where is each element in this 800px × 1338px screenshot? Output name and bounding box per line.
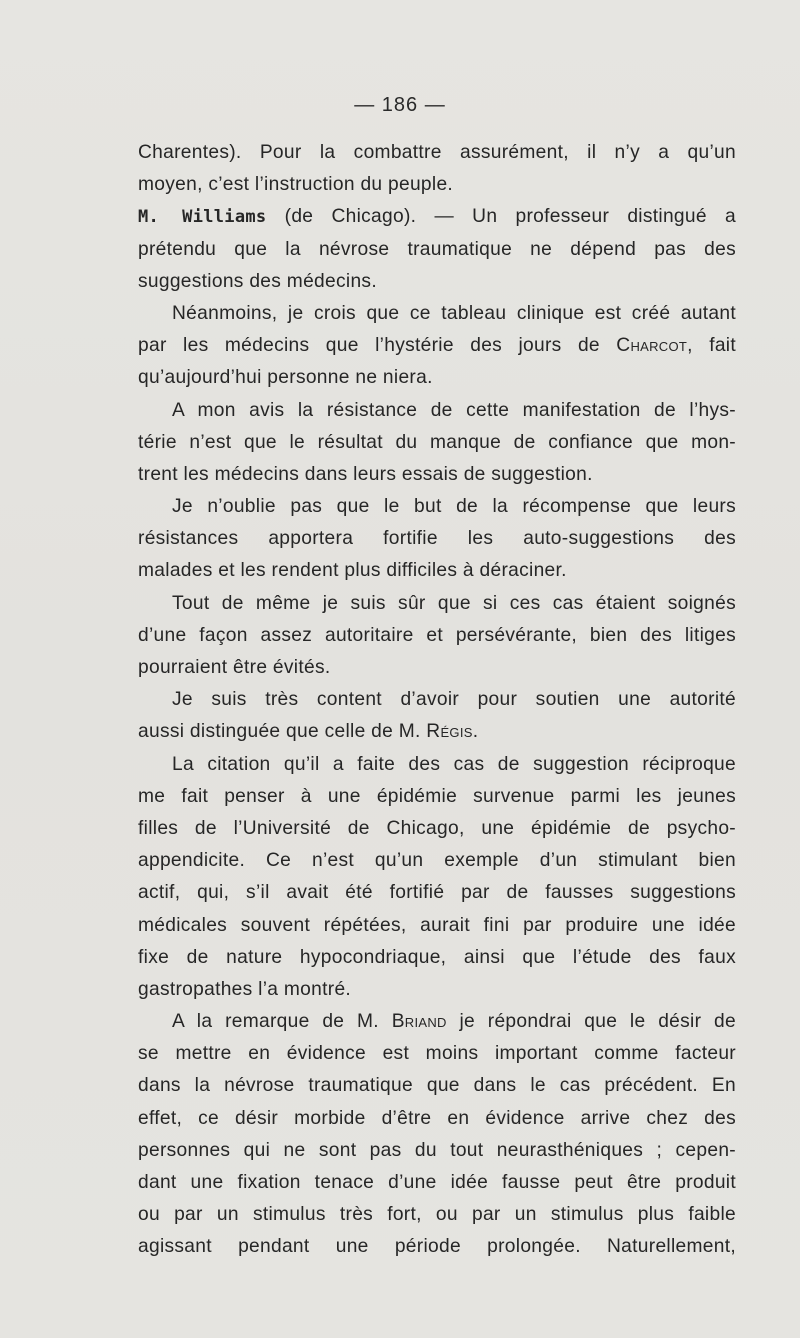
page-number: — 186 — bbox=[354, 94, 446, 116]
text-line: Néanmoins, je crois que ce tableau clinique est créé autant bbox=[172, 302, 736, 324]
text-line: malades et les rendent plus difficiles à déraciner. bbox=[138, 560, 567, 582]
text-line: se mettre en évidence est moins important comme facteur bbox=[138, 1043, 736, 1065]
text-line: Je n’oublie pas que le but de la récompense que leurs bbox=[172, 496, 736, 518]
text-line: personnes qui ne sont pas du tout neurasthéniques ; cepen- bbox=[138, 1139, 736, 1161]
text-line: Je suis très content d’avoir pour soutien une autorité bbox=[172, 689, 736, 711]
line-text: (de Chicago). — Un professeur distingué a bbox=[266, 206, 736, 228]
text-line bbox=[138, 716, 736, 748]
text-line: médicales souvent répétées, aurait fini par produire une idée bbox=[138, 914, 736, 936]
text-line: pourraient être évités. bbox=[138, 657, 331, 678]
text-line bbox=[138, 201, 736, 233]
text-line: suggestions des médecins. bbox=[138, 270, 377, 292]
text-line: actif, qui, s’il avait été fortifié par de fausses suggestions bbox=[138, 882, 736, 904]
speaker-name: M. Williams bbox=[138, 207, 267, 228]
text-line: agissant pendant une période prolongée. Naturellement, bbox=[138, 1236, 736, 1258]
text-line: térie n’est que le résultat du manque de confiance que mon- bbox=[138, 431, 736, 453]
line-text: aussi distinguée que celle de M. bbox=[138, 721, 427, 743]
text-line: résistances apportera fortifie les auto-suggestions des bbox=[138, 528, 736, 550]
line-text: par les médecins que l’hystérie des jours de bbox=[138, 335, 617, 357]
proper-name: Briand bbox=[391, 1011, 447, 1033]
text-line: moyen, c’est l’instruction du peuple. bbox=[138, 174, 454, 196]
text-line bbox=[138, 1006, 736, 1038]
line-text: , fait bbox=[687, 335, 736, 357]
text-line: effet, ce désir morbide d’être en évidence arrive chez des bbox=[138, 1107, 736, 1129]
line-text: A la remarque de M. bbox=[172, 1011, 392, 1033]
text-line: me fait penser à une épidémie survenue parmi les jeunes bbox=[138, 785, 736, 807]
text-line: appendicite. Ce n’est qu’un exemple d’un stimulant bien bbox=[138, 850, 736, 872]
text-line: trent les médecins dans leurs essais de suggestion. bbox=[138, 463, 593, 485]
text-line: A mon avis la résistance de cette manifestation de l’hys- bbox=[172, 399, 736, 421]
line-text: je répondrai que le désir de bbox=[446, 1011, 736, 1033]
line-text: . bbox=[472, 721, 479, 743]
text-line: qu’aujourd’hui personne ne niera. bbox=[138, 367, 433, 389]
text-line: La citation qu’il a faite des cas de suggestion réciproque bbox=[172, 753, 736, 775]
text-line: fixe de nature hypocondriaque, ainsi que l’étude des faux bbox=[138, 946, 736, 968]
proper-name: Charcot bbox=[616, 335, 688, 357]
text-line: Charentes). Pour la combattre assurément, il n’y a qu’un bbox=[138, 142, 736, 163]
text-line: ou par un stimulus très fort, ou par un stimulus plus faible bbox=[138, 1204, 736, 1226]
text-line: gastropathes l’a montré. bbox=[138, 978, 352, 1000]
text-line bbox=[138, 330, 736, 362]
text-line: Tout de même je suis sûr que si ces cas étaient soignés bbox=[172, 592, 736, 614]
text-line: dant une fixation tenace d’une idée fausse peut être produit bbox=[138, 1172, 736, 1193]
text-line: prétendu que la névrose traumatique ne dépend pas des bbox=[138, 238, 736, 260]
body-text bbox=[138, 137, 736, 1264]
text-line: filles de l’Université de Chicago, une épidémie de psycho- bbox=[138, 817, 736, 839]
text-line: dans la névrose traumatique que dans le cas précédent. En bbox=[138, 1075, 736, 1097]
text-line: d’une façon assez autoritaire et persévérante, bien des litiges bbox=[138, 624, 736, 646]
proper-name: Régis bbox=[426, 721, 473, 743]
